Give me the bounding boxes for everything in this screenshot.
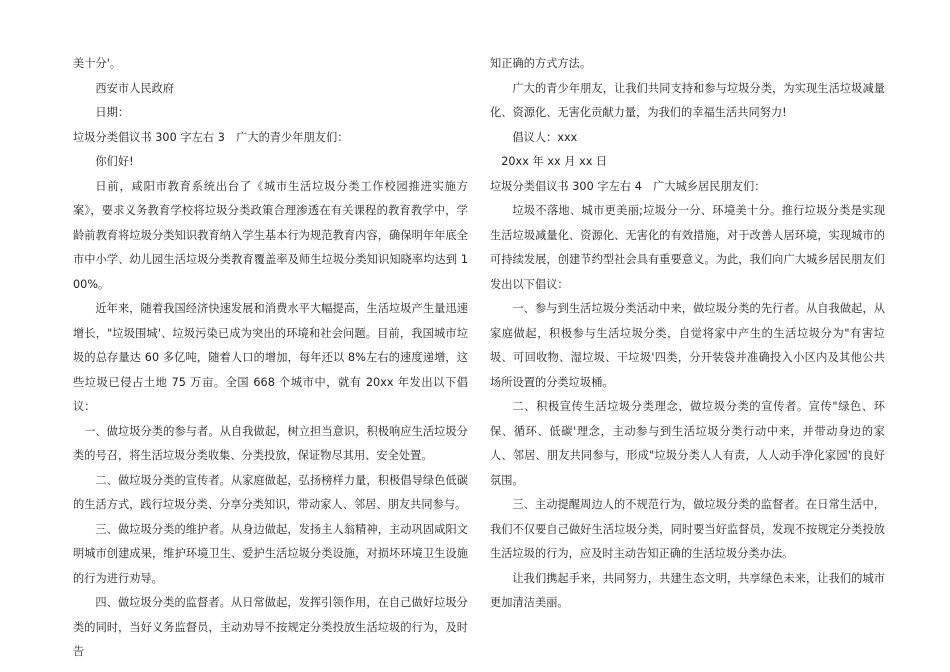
list-item: 二、做垃圾分类的宣传者。从家庭做起，弘扬榜样力量，积极倡导绿色低碳的生活方式，践行垃圾分类、分享分类知识，带动家人、邻居、朋友共同参与。: [73, 473, 468, 511]
paragraph: 垃圾不落地、城市更美丽;垃圾分一分、环境美十分。推行垃圾分类是实现生活垃圾减量化、资源化、无害化的有效措施，对于改善人居环境，实现城市的可持续发展，创建节约型社会具有重要意义。为此，我们向广大城乡居民朋友们发出以下倡议：: [490, 204, 885, 291]
paragraph: 广大的青少年朋友，让我们共同支持和参与垃圾分类，为实现生活垃圾减量化、资源化、无害化贡献力量，为我们的幸福生活共同努力!: [490, 81, 885, 119]
right-column: [490, 52, 885, 616]
closing-paragraph: 让我们携起手来，共同努力，共建生态文明，共享绿色未来，让我们的城市更加清洁美丽。: [490, 571, 885, 609]
signature-date: 20xx 年 xx 月 xx 日: [501, 155, 608, 168]
list-item: 四、做垃圾分类的监督者。从日常做起，发挥引领作用，在自己做好垃圾分类的同时，当好义务监督员，主动劝导不按规定分类投放生活垃圾的行为，及时告: [73, 596, 468, 658]
paragraph: 近年来，随着我国经济快速发展和消费水平大幅提高，生活垃圾产生量迅速增长，"垃圾围城'、垃圾污染已成为突出的环境和社会问题。目前，我国城市垃圾的总存量达 60 多亿吨，随着人口的增加，每年还以 8%左右的速度递增，这些垃圾已侵占土地 75 万亩。全国 668 个城市中，就有 20xx 年发出以下倡议：: [73, 302, 468, 413]
left-column: [73, 52, 468, 665]
greeting: 你们好!: [95, 155, 134, 168]
signature-org: 西安市人民政府: [95, 81, 175, 95]
list-item: 三、做垃圾分类的维护者。从身边做起，发扬主人翁精神，主动巩固咸阳文明城市创建成果，维护环境卫生、爱护生活垃圾分类设施，对损坏环境卫生设施的行为进行劝导。: [73, 522, 468, 585]
list-item: 一、参与到生活垃圾分类活动中来，做垃圾分类的先行者。从自我做起，从家庭做起，积极参与生活垃圾分类，自觉将家中产生的生活垃圾分为"有害垃圾、可回收物、湿垃圾、干垃圾'四类，分开装袋并准确投入小区内及其他公共场所设置的分类垃圾桶。: [490, 302, 885, 389]
paragraph: 知正确的方式方法。: [490, 57, 592, 70]
signature-proposer: 倡议人：xxx: [512, 130, 578, 144]
paragraph: 美十分'。: [73, 57, 122, 70]
paragraph: 日前，咸阳市教育系统出台了《城市生活垃圾分类工作校园推进实施方案》，要求义务教育学校将垃圾分类政策合理渗透在有关课程的教育教学中，学龄前教育将垃圾分类知识教育纳入学生基本行为规范教育内容，确保明年年底全市中小学、幼儿园生活垃圾分类教育覆盖率及师生垃圾分类知识知晓率均达到 100%。: [73, 179, 468, 291]
section-heading: 垃圾分类倡议书 300 字左右 4 广大城乡居民朋友们：: [490, 179, 766, 193]
list-item: 二、积极宣传生活垃圾分类理念，做垃圾分类的宣传者。宣传"绿色、环保、循环、低碳'理念，主动参与到生活垃圾分类行动中来，并带动身边的家人、邻居、朋友共同参与，形成"垃圾分类人人有责，人人动手净化家园'的良好氛围。: [490, 400, 885, 487]
date-label: 日期：: [95, 106, 130, 119]
list-item: 一、做垃圾分类的参与者。从自我做起，树立担当意识，积极响应生活垃圾分类的号召，将生活垃圾分类收集、分类投放，保证物尽其用、安全处置。: [73, 424, 468, 462]
section-heading: 垃圾分类倡议书 300 字左右 3 广大的青少年朋友们：: [73, 130, 349, 144]
list-item: 三、主动提醒周边人的不规范行为，做垃圾分类的监督者。在日常生活中，我们不仅要自己做好生活垃圾分类，同时要当好监督员，发现不按规定分类投放生活垃圾的行为，应及时主动告知正确的生活垃圾分类办法。: [490, 498, 885, 560]
